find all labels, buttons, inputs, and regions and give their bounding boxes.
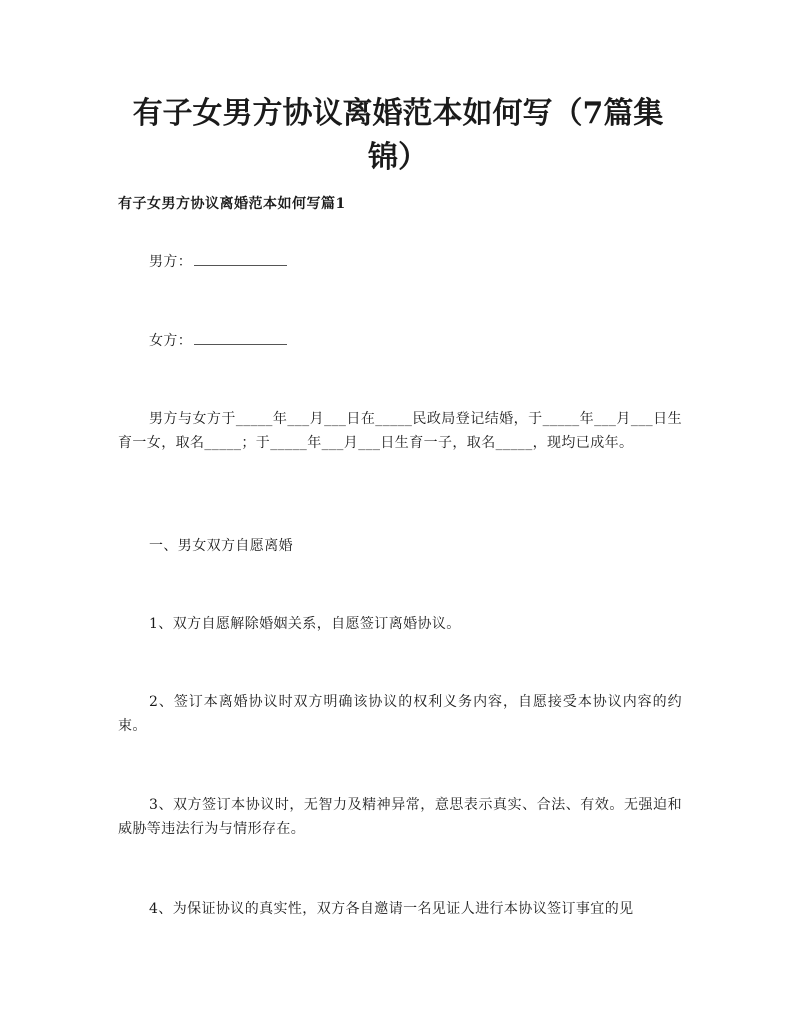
male-name-blank	[194, 253, 287, 266]
clause-4: 4、为保证协议的真实性，双方各自邀请一名见证人进行本协议签订事宜的见	[149, 901, 634, 917]
clause-3: 3、双方签订本协议时，无智力及精神异常，意思表示真实、合法、有效。无强迫和威胁等违法行为与情形存在。	[118, 797, 682, 837]
clause-1: 1、双方自愿解除婚姻关系，自愿签订离婚协议。	[149, 616, 461, 632]
male-party-line	[118, 250, 682, 274]
title-line-2: 锦）	[368, 140, 428, 175]
female-party-line	[118, 329, 682, 353]
clause-heading: 一、男女双方自愿离婚	[149, 538, 293, 554]
female-label: 女方：	[149, 333, 193, 349]
clause-2: 2、签订本离婚协议时双方明确该协议的权利义务内容，自愿接受本协议内容的约束。	[118, 694, 682, 734]
marriage-paragraph: 男方与女方于_____年___月___日在_____民政局登记结婚，于_____年___月___日生育一女，取名_____；于_____年___月___日生育一子，取名_____，现均已成年。	[118, 411, 682, 451]
title-line-1: 有子女男方协议离婚范本如何写（7篇集	[132, 96, 664, 131]
section-heading: 有子女男方协议离婚范本如何写篇1	[118, 196, 346, 212]
document-title	[100, 92, 696, 180]
female-name-blank	[194, 332, 287, 345]
male-label: 男方：	[149, 254, 193, 270]
